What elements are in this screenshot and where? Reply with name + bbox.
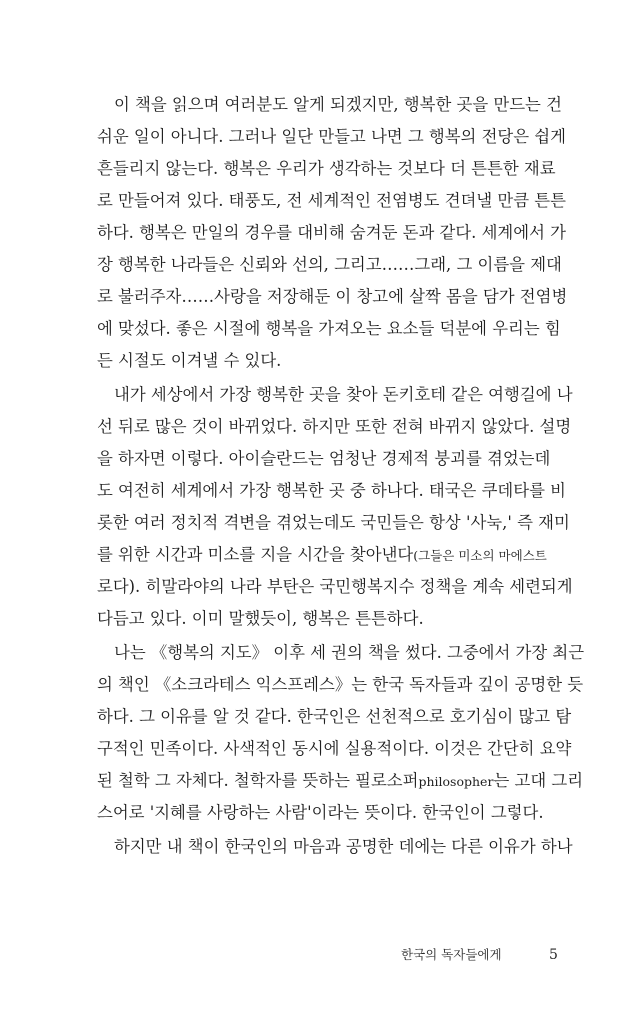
text-line: [0, 185, 634, 217]
text-line: [0, 831, 634, 863]
text-line-content: 이 책을 읽으며 여러분도 알게 되겠지만, 행복한 곳을 만드는 건: [114, 95, 562, 114]
text-line-content: 스어로 '지혜를 사랑하는 사람'이라는 뜻이다. 한국인이 그렇다.: [97, 803, 544, 822]
text-line: [0, 121, 634, 153]
text-line: [0, 571, 634, 603]
text-line: [0, 313, 634, 345]
text-line-content: 하지만 내 책이 한국인의 마음과 공명한 데에는 다른 이유가 하나: [114, 837, 573, 856]
running-footer-title: 한국의 독자들에게: [401, 947, 502, 962]
inline-term: philosopher: [418, 774, 494, 789]
text-line: [0, 797, 634, 829]
text-run: 된 철학 그 자체다. 철학자를 뜻하는 필로소퍼: [97, 771, 419, 790]
text-line: [0, 507, 634, 539]
text-run: 를 위한 시간과 미소를 지을 시간을 찾아낸다: [97, 545, 414, 564]
text-line: [0, 669, 634, 701]
text-line-content: 로 만들어져 있다. 태풍도, 전 세계적인 전염병도 견뎌낼 만큼 튼튼: [97, 191, 566, 210]
text-line-content: 도 여전히 세계에서 가장 행복한 곳 중 하나다. 태국은 쿠데타를 비: [97, 481, 566, 500]
text-line: [0, 603, 634, 635]
text-line-content: 흔들리지 않는다. 행복은 우리가 생각하는 것보다 더 튼튼한 재료: [97, 159, 556, 178]
text-line-content: 로다). 히말라야의 나라 부탄은 국민행복지수 정책을 계속 세련되게: [97, 577, 573, 596]
text-line-content: 다듬고 있다. 이미 말했듯이, 행복은 튼튼하다.: [97, 609, 424, 628]
text-line-content: [97, 765, 584, 798]
text-line: [0, 249, 634, 281]
text-line: [0, 411, 634, 443]
text-line: [0, 539, 634, 571]
inline-note: (그들은 미소의 마에스트: [413, 548, 547, 563]
text-line-content: 하다. 행복은 만일의 경우를 대비해 숨겨둔 돈과 같다. 세계에서 가: [97, 223, 566, 242]
text-line-content: 을 하자면 이렇다. 아이슬란드는 엄청난 경제적 붕괴를 겪었는데: [97, 449, 551, 468]
text-run: 는 고대 그리: [493, 771, 584, 790]
text-line: [0, 637, 634, 669]
page-number: 5: [549, 947, 558, 963]
text-line: [0, 443, 634, 475]
text-line-content: 내가 세상에서 가장 행복한 곳을 찾아 돈키호테 같은 여행길에 나: [114, 385, 573, 404]
text-line-content: 든 시절도 이겨낼 수 있다.: [97, 351, 282, 370]
text-line: [0, 89, 634, 121]
text-line-content: 구적인 민족이다. 사색적인 동시에 실용적이다. 이것은 간단히 요약: [97, 739, 572, 758]
text-line-content: 나는 《행복의 지도》 이후 세 권의 책을 썼다. 그중에서 가장 최근: [114, 643, 585, 662]
text-line-content: 장 행복한 나라들은 신뢰와 선의, 그리고……그래, 그 이름을 제대: [97, 255, 562, 274]
text-line: [0, 765, 634, 797]
text-line-content: 로 불러주자……사랑을 저장해둔 이 창고에 살짝 몸을 담가 전염병: [97, 287, 568, 306]
text-line-content: 하다. 그 이유를 알 것 같다. 한국인은 선천적으로 호기심이 많고 탐: [97, 707, 572, 726]
text-line: [0, 153, 634, 185]
text-line: [0, 217, 634, 249]
text-line: [0, 701, 634, 733]
text-line: [0, 379, 634, 411]
text-line-content: 선 뒤로 많은 것이 바뀌었다. 하지만 또한 전혀 바뀌지 않았다. 설명: [97, 417, 572, 436]
text-line: [0, 475, 634, 507]
text-line: [0, 281, 634, 313]
text-line-content: 쉬운 일이 아니다. 그러나 일단 만들고 나면 그 행복의 전당은 쉽게: [97, 127, 566, 146]
text-line: [0, 733, 634, 765]
text-line-content: [97, 539, 547, 572]
text-line-content: 의 책인 《소크라테스 익스프레스》는 한국 독자들과 깊이 공명한 듯: [97, 675, 584, 694]
text-line-content: 롯한 여러 정치적 격변을 겪었는데도 국민들은 항상 '사눅,' 즉 재미: [97, 513, 570, 532]
text-line: [0, 345, 634, 377]
text-line-content: 에 맞섰다. 좋은 시절에 행복을 가져오는 요소들 덕분에 우리는 힘: [97, 319, 561, 338]
